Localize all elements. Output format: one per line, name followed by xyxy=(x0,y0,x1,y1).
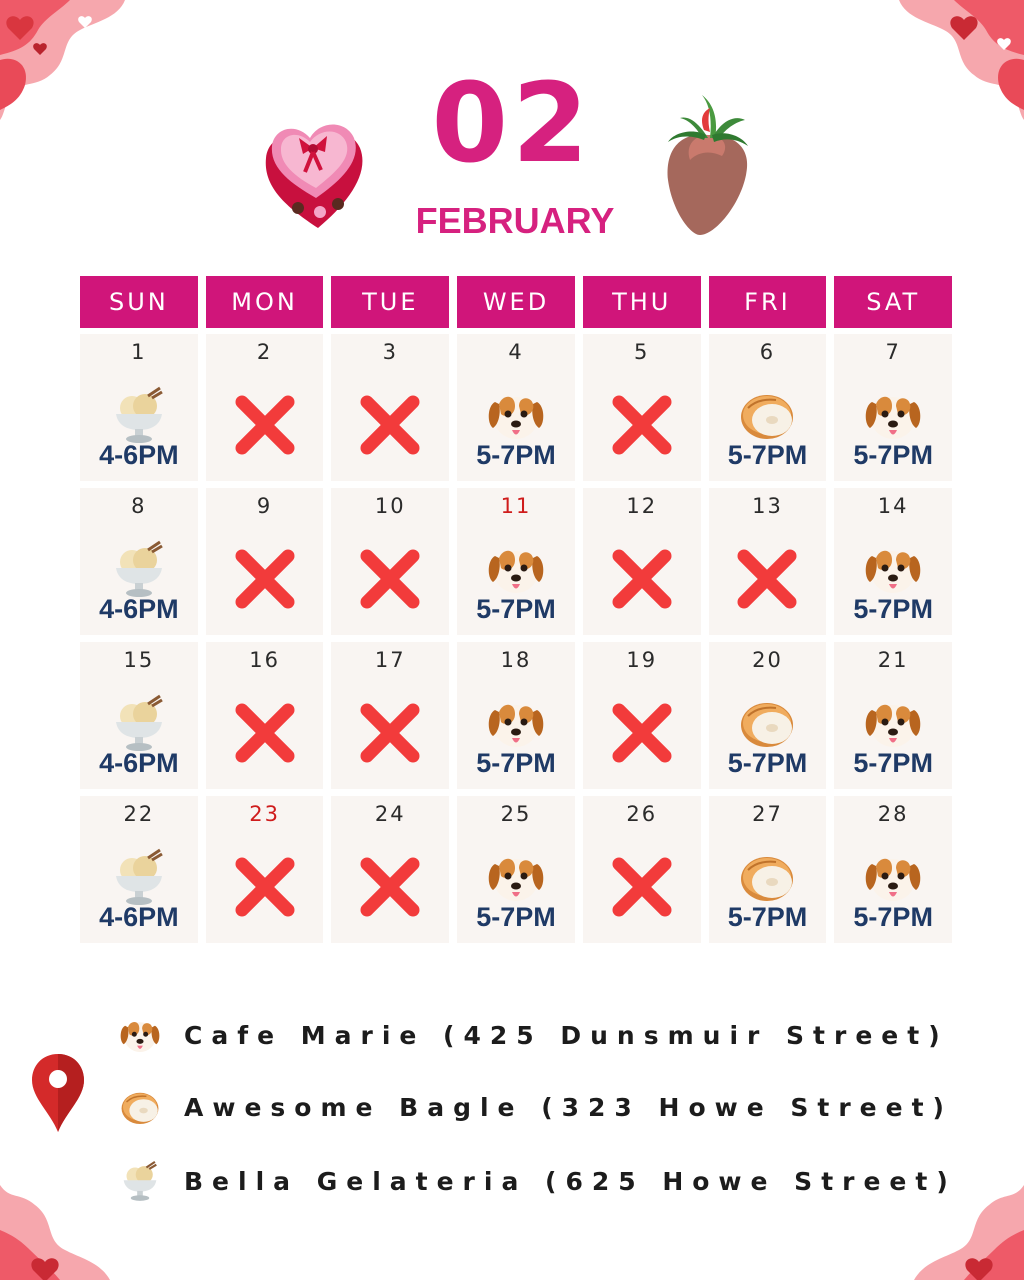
cross-mark-icon xyxy=(232,546,298,612)
day-number: 14 xyxy=(877,494,909,518)
legend-item-cafe-marie xyxy=(118,1008,949,1062)
cross-mark-icon xyxy=(232,700,298,766)
calendar-week-row xyxy=(80,488,952,635)
calendar-week-row xyxy=(80,642,952,789)
dog-face-icon xyxy=(862,538,924,600)
legend-item-bella-gelateria xyxy=(118,1154,957,1208)
calendar-day-cell xyxy=(206,334,324,481)
time-slot: 5-7PM xyxy=(853,594,933,624)
map-pin-icon xyxy=(30,1052,86,1134)
weekday-header-sun: SUN xyxy=(80,276,198,328)
day-number: 15 xyxy=(123,648,155,672)
calendar-day-cell xyxy=(709,642,827,789)
day-number: 11 xyxy=(500,494,532,518)
legend-item-awesome-bagle xyxy=(118,1080,953,1134)
bagel-icon xyxy=(118,1085,162,1129)
time-slot: 4-6PM xyxy=(99,748,179,778)
calendar-day-cell xyxy=(457,642,575,789)
time-slot: 5-7PM xyxy=(476,902,556,932)
calendar-day-cell xyxy=(331,334,449,481)
calendar-day-cell xyxy=(834,334,952,481)
bagel-icon xyxy=(736,384,798,446)
gelato-icon xyxy=(108,846,170,908)
legend-item-label: Cafe Marie (425 Dunsmuir Street) xyxy=(184,1020,949,1050)
time-slot: 5-7PM xyxy=(853,440,933,470)
day-number: 12 xyxy=(626,494,658,518)
calendar-day-cell xyxy=(457,488,575,635)
weekday-header-fri: FRI xyxy=(709,276,827,328)
time-slot: 5-7PM xyxy=(727,440,808,470)
cross-mark-icon xyxy=(609,700,675,766)
time-slot: 4-6PM xyxy=(99,594,179,624)
cross-mark-icon xyxy=(232,854,298,920)
time-slot: 4-6PM xyxy=(99,440,179,470)
legend-item-label: Awesome Bagle (323 Howe Street) xyxy=(184,1092,953,1122)
weekday-header-thu: THU xyxy=(583,276,701,328)
calendar-day-cell xyxy=(583,796,701,943)
month-number: 02 xyxy=(431,59,593,187)
cross-mark-icon xyxy=(357,700,423,766)
dog-face-icon xyxy=(862,846,924,908)
day-number: 16 xyxy=(249,648,280,672)
day-number: 27 xyxy=(752,802,783,826)
cross-mark-icon xyxy=(734,546,800,612)
chocolate-strawberry-icon xyxy=(660,90,755,240)
calendar-day-cell xyxy=(80,642,198,789)
legend-item-label: Bella Gelateria (625 Howe Street) xyxy=(184,1166,957,1196)
dog-face-icon xyxy=(485,538,547,600)
cross-mark-icon xyxy=(357,854,423,920)
calendar-day-cell xyxy=(80,488,198,635)
weekday-header-wed: WED xyxy=(457,276,575,328)
day-number: 3 xyxy=(382,340,398,364)
cross-mark-icon xyxy=(609,546,675,612)
day-number: 8 xyxy=(131,494,147,518)
calendar-day-cell xyxy=(206,796,324,943)
cross-mark-icon xyxy=(357,546,423,612)
calendar-week-row xyxy=(80,796,952,943)
calendar-day-cell xyxy=(331,642,449,789)
day-number: 24 xyxy=(374,802,406,826)
month-name: FEBRUARY xyxy=(415,200,615,241)
time-slot: 5-7PM xyxy=(727,748,808,778)
calendar-day-cell xyxy=(457,334,575,481)
calendar-day-cell xyxy=(709,334,827,481)
calendar-day-cell xyxy=(583,488,701,635)
calendar-day-cell xyxy=(834,488,952,635)
cross-mark-icon xyxy=(232,392,298,458)
dog-face-icon xyxy=(485,692,547,754)
day-number: 26 xyxy=(626,802,658,826)
weekday-header-sat: SAT xyxy=(834,276,952,328)
time-slot: 5-7PM xyxy=(853,748,933,778)
day-number: 10 xyxy=(374,494,406,518)
bagel-icon xyxy=(736,846,798,908)
cross-mark-icon xyxy=(357,392,423,458)
calendar-day-cell xyxy=(457,796,575,943)
weekday-header-tue: TUE xyxy=(331,276,449,328)
calendar-day-cell xyxy=(331,796,449,943)
calendar-week-row xyxy=(80,334,952,481)
weekday-header-row xyxy=(80,276,952,328)
day-number: 21 xyxy=(877,648,909,672)
day-number: 1 xyxy=(131,340,147,364)
time-slot: 5-7PM xyxy=(853,902,933,932)
calendar-day-cell xyxy=(583,334,701,481)
calendar-day-cell xyxy=(331,488,449,635)
dog-face-icon xyxy=(118,1013,162,1057)
corner-decoration-bottom-left xyxy=(0,1150,130,1280)
time-slot: 5-7PM xyxy=(727,902,808,932)
gelato-icon xyxy=(108,538,170,600)
dog-face-icon xyxy=(485,384,547,446)
day-number: 9 xyxy=(256,494,273,518)
day-number: 17 xyxy=(374,648,406,672)
calendar-day-cell xyxy=(834,796,952,943)
calendar-day-cell xyxy=(583,642,701,789)
day-number: 5 xyxy=(634,340,650,364)
day-number: 13 xyxy=(752,494,783,518)
calendar-weeks xyxy=(80,334,952,943)
day-number: 2 xyxy=(256,340,273,364)
day-number: 18 xyxy=(500,648,532,672)
calendar-grid xyxy=(80,276,952,943)
gelato-icon xyxy=(118,1159,162,1203)
gelato-icon xyxy=(108,384,170,446)
cross-mark-icon xyxy=(609,854,675,920)
day-number: 7 xyxy=(885,340,901,364)
calendar-day-cell xyxy=(80,796,198,943)
time-slot: 5-7PM xyxy=(476,594,556,624)
day-number: 4 xyxy=(508,340,524,364)
dog-face-icon xyxy=(485,846,547,908)
day-number: 28 xyxy=(877,802,909,826)
dog-face-icon xyxy=(862,384,924,446)
calendar-day-cell xyxy=(206,642,324,789)
bagel-icon xyxy=(736,692,798,754)
day-number: 25 xyxy=(500,802,532,826)
time-slot: 5-7PM xyxy=(476,440,556,470)
day-number: 19 xyxy=(626,648,658,672)
day-number: 22 xyxy=(123,802,155,826)
calendar-day-cell xyxy=(709,488,827,635)
day-number: 6 xyxy=(759,340,776,364)
calendar-day-cell xyxy=(80,334,198,481)
weekday-header-mon: MON xyxy=(206,276,324,328)
calendar-day-cell xyxy=(206,488,324,635)
dog-face-icon xyxy=(862,692,924,754)
gelato-icon xyxy=(108,692,170,754)
time-slot: 5-7PM xyxy=(476,748,556,778)
cross-mark-icon xyxy=(609,392,675,458)
calendar-day-cell xyxy=(709,796,827,943)
day-number: 20 xyxy=(752,648,783,672)
calendar-day-cell xyxy=(834,642,952,789)
day-number: 23 xyxy=(249,802,280,826)
time-slot: 4-6PM xyxy=(99,902,179,932)
